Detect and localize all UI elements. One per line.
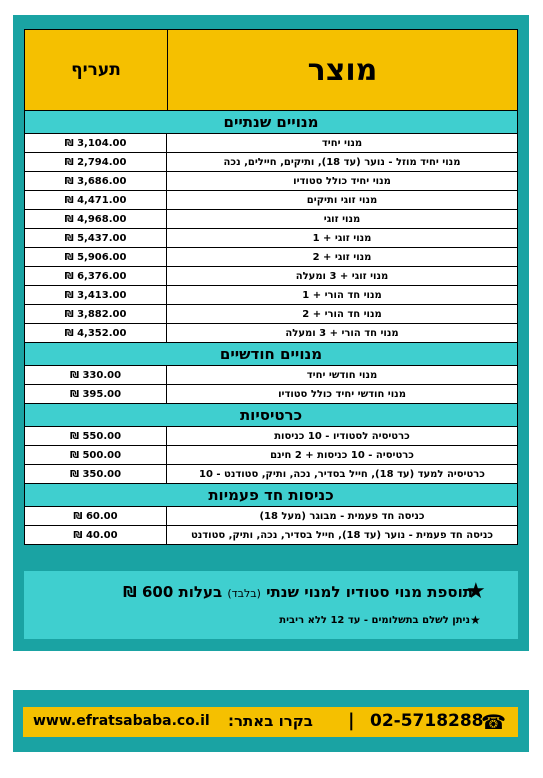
table-row <box>25 324 517 343</box>
price-cell: ₪ 6,376.00 <box>25 267 167 285</box>
section-title: כרטיסיות <box>25 404 517 427</box>
table-header <box>25 30 517 111</box>
price-cell: ₪ 500.00 <box>25 446 167 464</box>
product-cell: מנוי חודשי יחיד כולל סטודיו <box>278 388 406 400</box>
star-icon: ★ <box>470 613 481 627</box>
product-cell: מנוי זוגי + 3 ומעלה <box>295 270 389 282</box>
price-cell: ₪ 60.00 <box>25 507 167 525</box>
promo-small: (בלבד) <box>227 587 261 600</box>
table-row <box>25 248 517 267</box>
table-row <box>25 366 517 385</box>
separator: | <box>348 710 355 731</box>
section-title: מנויים שנתיים <box>25 111 517 134</box>
product-cell: מנוי חד הורי + 3 ומעלה <box>285 327 399 339</box>
star-icon: ★ <box>466 579 486 604</box>
product-cell: כניסה חד פעמית - מבוגר (מעל 18) <box>259 510 425 522</box>
product-cell: מנוי יחיד כולל סטודיו <box>293 175 391 187</box>
price-cell: ₪ 3,413.00 <box>25 286 167 304</box>
promo-box <box>24 571 518 639</box>
table-row <box>25 526 517 544</box>
product-cell: מנוי חד הורי + 2 <box>302 308 382 320</box>
table-row <box>25 153 517 172</box>
price-cell: ₪ 3,882.00 <box>25 305 167 323</box>
product-cell: כרטיסיה - 10 כניסות + 2 חינם <box>270 449 414 461</box>
price-cell: ₪ 3,686.00 <box>25 172 167 190</box>
product-cell: מנוי חודשי יחיד <box>306 369 378 381</box>
website-link[interactable]: www.efratsababa.co.il <box>33 713 210 729</box>
table-row <box>25 172 517 191</box>
price-cell: ₪ 2,794.00 <box>25 153 167 171</box>
footer <box>13 690 529 752</box>
product-cell: מנוי חד הורי + 1 <box>302 289 382 301</box>
section-title: מנויים חודשיים <box>25 343 517 366</box>
table-row <box>25 229 517 248</box>
product-cell: מנוי זוגי <box>323 213 361 225</box>
table-row <box>25 507 517 526</box>
table-row <box>25 427 517 446</box>
price-table <box>24 29 518 545</box>
phone-icon: ☎ <box>481 710 506 734</box>
table-row <box>25 446 517 465</box>
product-cell: מנוי יחיד <box>321 137 363 149</box>
product-cell: כניסה חד פעמית - נוער (עד 18), חייל בסדיר, נכה, ותיק, סטודנט <box>190 529 494 541</box>
promo-text: תוספת מנוי סטודיו למנוי שנתי <box>266 583 473 601</box>
visit-label: בקרו באתר: <box>228 712 313 730</box>
price-cell: ₪ 4,471.00 <box>25 191 167 209</box>
product-cell: כרטיסיה למעד (עד 18), חייל בסדיר, נכה, ותיק, סטודנט - 10 <box>199 468 485 480</box>
table-row <box>25 305 517 324</box>
promo-cost: בעלות 600 ₪ <box>123 583 223 601</box>
price-cell: ₪ 5,906.00 <box>25 248 167 266</box>
price-cell: ₪ 3,104.00 <box>25 134 167 152</box>
product-cell: מנוי זוגי + 2 <box>312 251 372 263</box>
price-cell: ₪ 330.00 <box>25 366 167 384</box>
product-cell: מנוי זוגי + 1 <box>312 232 372 244</box>
price-cell: ₪ 350.00 <box>25 465 167 483</box>
table-row <box>25 210 517 229</box>
phone-number[interactable]: 02-5718288 <box>370 711 484 731</box>
table-row <box>25 267 517 286</box>
price-cell: ₪ 40.00 <box>25 526 167 544</box>
table-row <box>25 191 517 210</box>
product-column-header: מוצר <box>168 30 517 110</box>
section-title: כניסות חד פעמיות <box>25 484 517 507</box>
footer-bar <box>23 707 518 737</box>
price-cell: ₪ 4,352.00 <box>25 324 167 342</box>
product-cell: מנוי זוגי ותיקים <box>306 194 378 206</box>
price-cell: ₪ 4,968.00 <box>25 210 167 228</box>
price-cell: ₪ 395.00 <box>25 385 167 403</box>
table-row <box>25 465 517 484</box>
table-row <box>25 134 517 153</box>
product-cell: כרטיסיה לסטודיו - 10 כניסות <box>274 430 410 442</box>
price-cell: ₪ 550.00 <box>25 427 167 445</box>
price-column-header: תעריף <box>25 30 168 110</box>
table-row <box>25 385 517 404</box>
product-cell: מנוי יחיד מוזל - נוער (עד 18), ותיקים, חיילים, נכה <box>223 156 461 168</box>
promo-line-1 <box>123 583 473 601</box>
table-row <box>25 286 517 305</box>
price-cell: ₪ 5,437.00 <box>25 229 167 247</box>
promo-line-2: ניתן לשלם בתשלומים - עד 12 ללא ריבית <box>279 615 470 626</box>
sections-container <box>25 111 517 544</box>
